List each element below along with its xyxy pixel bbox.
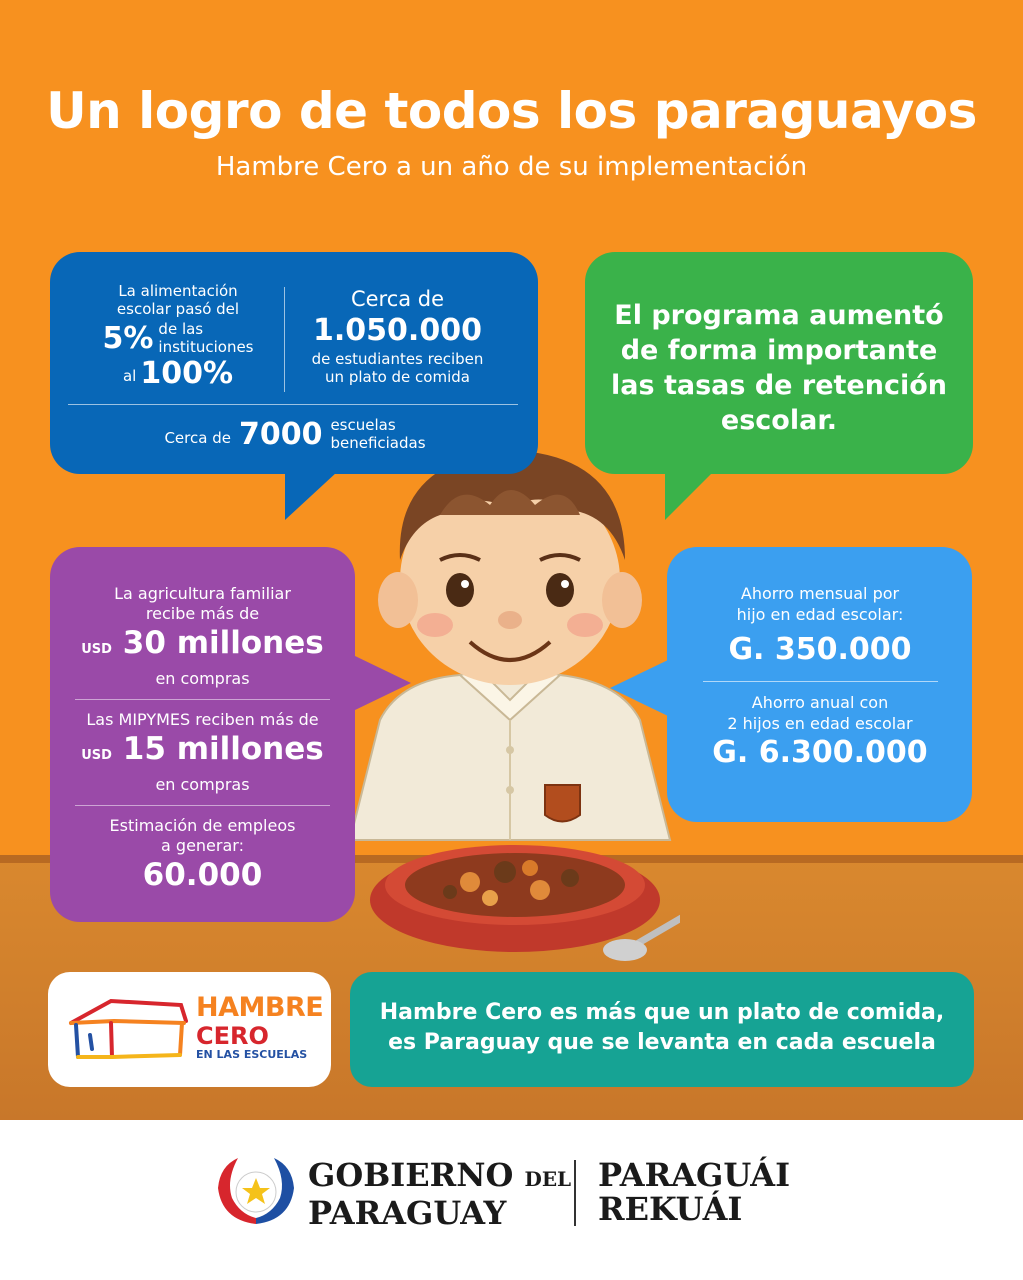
coverage-label-2: escolar pasó del — [116, 300, 240, 318]
divider — [703, 681, 938, 682]
bubble-tail — [353, 655, 411, 711]
students-stat — [295, 286, 500, 386]
monthly-label-1: Ahorro mensual por — [740, 584, 900, 603]
government-emblem-icon — [212, 1152, 300, 1232]
to-percentage: 100% — [140, 356, 234, 391]
jobs-label-1: Estimación de empleos — [109, 816, 296, 835]
students-label-2: un plato de comida — [325, 368, 470, 386]
slogan-line-2: REKUÁI — [598, 1190, 743, 1228]
from-label-1: de las — [158, 320, 204, 338]
page-subtitle: Hambre Cero a un año de su implementación — [215, 152, 808, 182]
savings-stats — [680, 583, 960, 772]
divider — [68, 404, 518, 405]
divider — [284, 287, 285, 392]
from-label-2: instituciones — [158, 338, 254, 356]
government-slogan — [598, 1158, 790, 1226]
logo-word-escuelas: EN LAS ESCUELAS — [196, 1048, 308, 1061]
agriculture-value: 30 millones — [122, 625, 324, 661]
schools-value: 7000 — [238, 416, 323, 452]
house-logo-icon — [66, 993, 191, 1063]
economy-stats — [60, 584, 345, 894]
coverage-label-1: La alimentación — [118, 282, 238, 300]
agriculture-label-1: La agricultura familiar — [114, 584, 291, 603]
students-label-1: de estudiantes reciben — [311, 350, 484, 368]
agriculture-label-3: en compras — [155, 669, 250, 688]
divider — [75, 805, 330, 806]
logo-word-hambre: HAMBRE — [196, 992, 324, 1023]
tagline-line-1: Hambre Cero es más que un plato de comida, — [379, 1000, 945, 1025]
bubble-tail — [285, 472, 337, 520]
monthly-value: G. 350.000 — [728, 632, 912, 667]
slogan-line-1: PARAGUÁI — [598, 1156, 791, 1194]
schools-label-2: beneficiadas — [330, 434, 426, 452]
schools-label-1: escuelas — [330, 416, 396, 434]
mipymes-label-2: en compras — [155, 775, 250, 794]
footer-divider — [574, 1160, 576, 1226]
government-name — [308, 1158, 571, 1230]
tagline-text — [360, 998, 964, 1058]
annual-value: G. 6.300.000 — [712, 735, 928, 770]
bubble-tail — [665, 472, 713, 520]
schools-stat — [60, 414, 530, 454]
students-prefix: Cerca de — [350, 287, 445, 311]
tagline-line-2: es Paraguay que se levanta en cada escuela — [388, 1030, 936, 1055]
gov-word-paraguay: PARAGUAY — [308, 1194, 507, 1232]
gov-word-del: DEL — [524, 1167, 572, 1191]
retention-text: El programa aumentó de forma importante las tasas de retención escolar. — [611, 300, 947, 436]
monthly-label-2: hijo en edad escolar: — [736, 605, 904, 624]
coverage-stat — [78, 282, 278, 391]
currency-label: USD — [81, 748, 112, 763]
logo-word-cero: CERO — [196, 1022, 269, 1050]
bubble-tail — [610, 660, 668, 716]
students-value: 1.050.000 — [313, 313, 482, 348]
annual-label-1: Ahorro anual con — [751, 693, 889, 712]
mipymes-value: 15 millones — [122, 731, 324, 767]
jobs-label-2: a generar: — [161, 836, 244, 855]
schools-prefix: Cerca de — [164, 429, 231, 447]
page-title: Un logro de todos los paraguayos — [46, 82, 977, 140]
gov-word-gobierno: GOBIERNO — [308, 1156, 514, 1194]
currency-label: USD — [81, 642, 112, 657]
annual-label-2: 2 hijos en edad escolar — [727, 714, 913, 733]
to-prefix: al — [122, 367, 137, 385]
jobs-value: 60.000 — [142, 857, 263, 893]
mipymes-label-1: Las MIPYMES reciben más de — [86, 710, 319, 729]
divider — [75, 699, 330, 700]
agriculture-label-2: recibe más de — [145, 604, 260, 623]
from-percentage: 5% — [102, 320, 154, 356]
